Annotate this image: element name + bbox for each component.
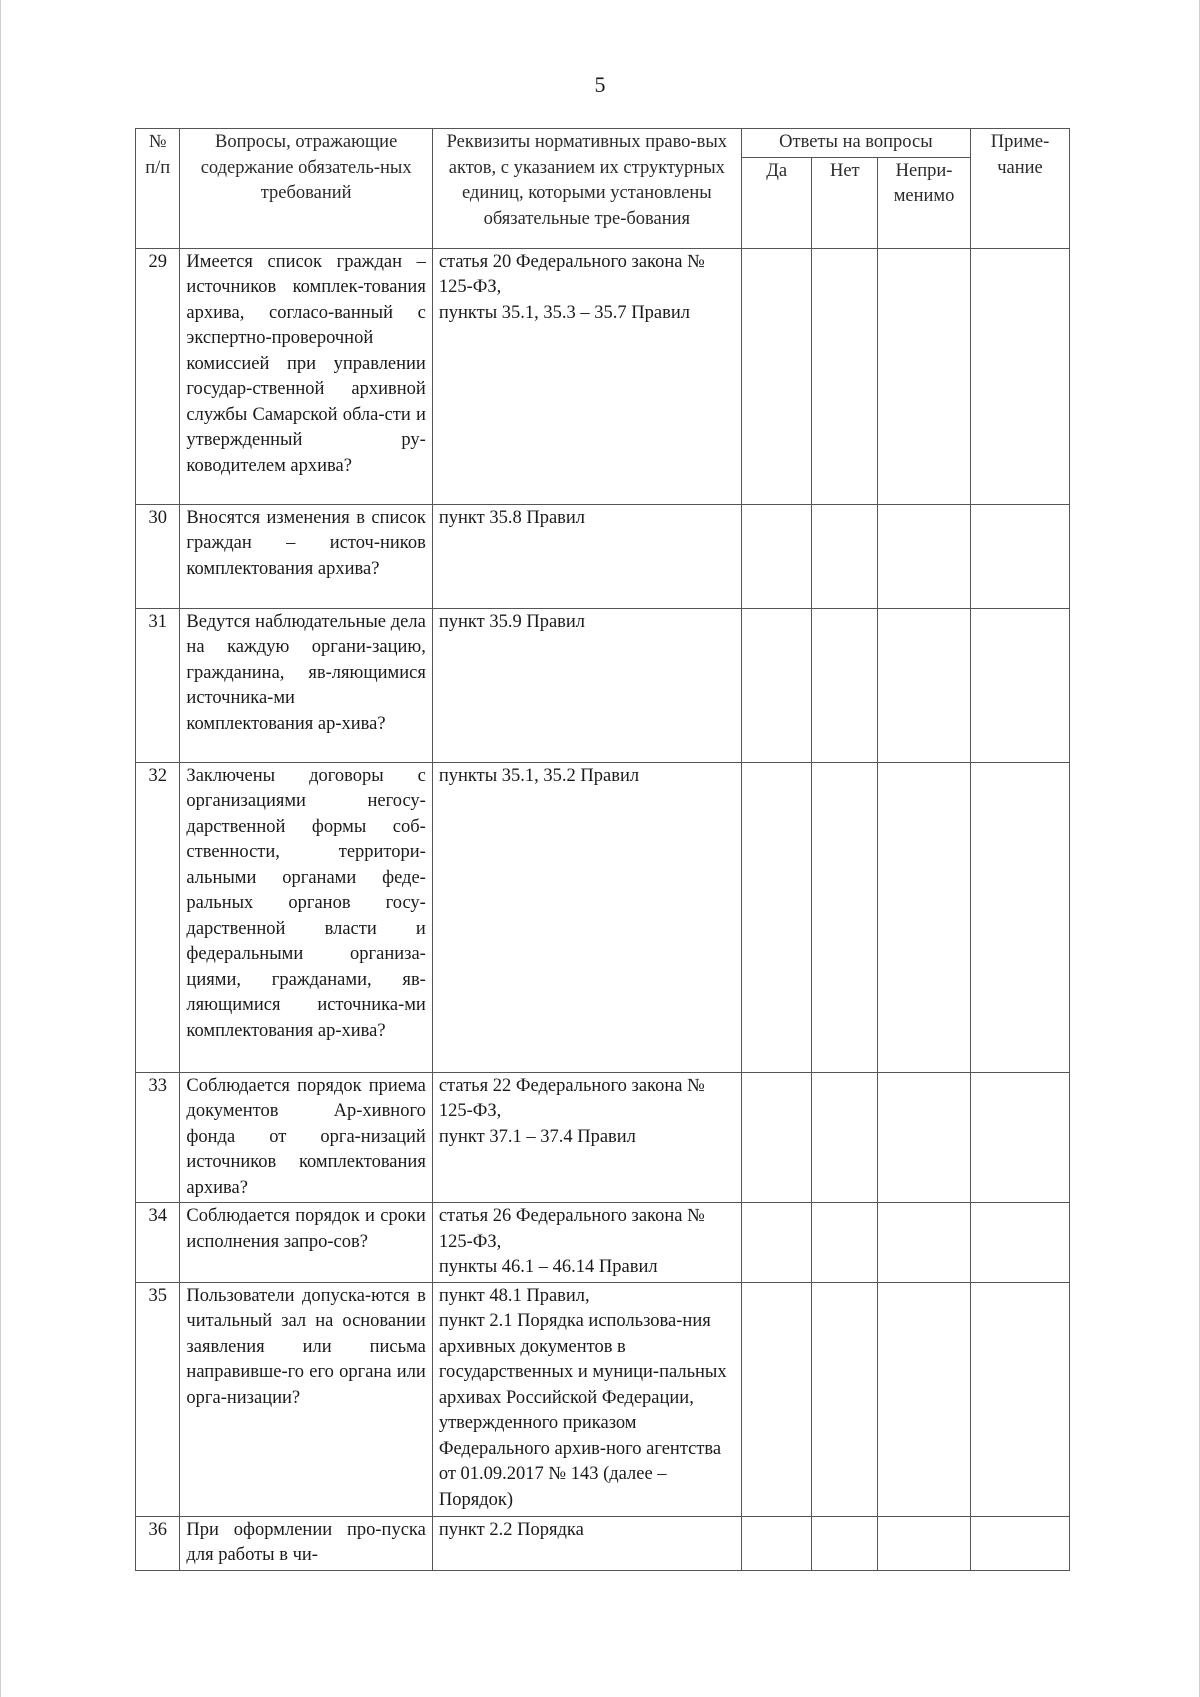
answer-na-cell[interactable] (878, 1072, 971, 1203)
table-row (136, 762, 1070, 1072)
answer-yes-cell[interactable] (741, 608, 812, 762)
table-row (136, 608, 1070, 762)
note-cell[interactable] (971, 762, 1070, 1072)
reference-line: пункт 37.1 – 37.4 Правил (438, 1126, 636, 1147)
legal-references (432, 1516, 741, 1570)
answer-no-cell[interactable] (812, 1282, 878, 1516)
header-num: № п/п (136, 129, 180, 249)
answer-yes-cell[interactable] (741, 504, 812, 608)
answer-yes-cell[interactable] (741, 1516, 812, 1570)
row-number: 36 (136, 1516, 180, 1570)
legal-references (432, 1203, 741, 1283)
note-cell[interactable] (971, 1516, 1070, 1570)
question-text: Соблюдается порядок и сроки исполнения запро-сов? (180, 1203, 432, 1283)
header-note: Приме-чание (971, 129, 1070, 249)
answer-na-cell[interactable] (878, 1203, 971, 1283)
question-text: Ведутся наблюдательные дела на каждую органи-зацию, гражданина, яв-ляющимися источника-ми комплектования ар-хива? (180, 608, 432, 762)
answer-no-cell[interactable] (812, 1072, 878, 1203)
answer-yes-cell[interactable] (741, 762, 812, 1072)
page-left-edge (0, 0, 1, 1697)
answer-yes-cell[interactable] (741, 1282, 812, 1516)
note-cell[interactable] (971, 1072, 1070, 1203)
answer-no-cell[interactable] (812, 1203, 878, 1283)
reference-line: пункт 48.1 Правил, (438, 1285, 590, 1306)
reference-line: пункты 35.1, 35.3 – 35.7 Правил (438, 302, 690, 323)
table-row (136, 504, 1070, 608)
requirements-table (135, 128, 1070, 1571)
question-text: При оформлении про-пуска для работы в чи- (180, 1516, 432, 1570)
table-row (136, 1282, 1070, 1516)
answer-yes-cell[interactable] (741, 1203, 812, 1283)
reference-line: статья 26 Федерального закона № 125-ФЗ, (438, 1206, 705, 1252)
row-number: 34 (136, 1203, 180, 1283)
answer-na-cell[interactable] (878, 248, 971, 504)
reference-line: пункт 2.1 Порядка использова-ния архивных документов в государственных и муници-пальных архивах Российской Федерации, утвержденного приказом Федерального архив-ного агентства от 01.09.2017 № 143 (далее – Порядок) (438, 1311, 727, 1510)
table-row (136, 248, 1070, 504)
answer-no-cell[interactable] (812, 1516, 878, 1570)
legal-references (432, 608, 741, 762)
row-number: 29 (136, 248, 180, 504)
row-number: 35 (136, 1282, 180, 1516)
note-cell[interactable] (971, 1282, 1070, 1516)
reference-line: пункты 35.1, 35.2 Правил (438, 765, 640, 786)
table-row (136, 1203, 1070, 1283)
note-cell[interactable] (971, 1203, 1070, 1283)
answer-no-cell[interactable] (812, 762, 878, 1072)
header-na: Непри-менимо (878, 157, 971, 248)
header-answers: Ответы на вопросы (741, 129, 970, 158)
header-question: Вопросы, отражающие содержание обязатель-ных требований (180, 129, 432, 249)
row-number: 33 (136, 1072, 180, 1203)
question-text: Соблюдается порядок приема документов Ар-хивного фонда от орга-низаций источников комплектования архива? (180, 1072, 432, 1203)
reference-line: пункт 2.2 Порядка (438, 1519, 584, 1540)
answer-na-cell[interactable] (878, 504, 971, 608)
note-cell[interactable] (971, 504, 1070, 608)
answer-no-cell[interactable] (812, 608, 878, 762)
reference-line: статья 20 Федерального закона № 125-ФЗ, (438, 251, 705, 297)
row-number: 32 (136, 762, 180, 1072)
legal-references (432, 762, 741, 1072)
row-number: 31 (136, 608, 180, 762)
question-text: Пользователи допуска-ются в читальный зал на основании заявления или письма направивше-го его органа или орга-низации? (180, 1282, 432, 1516)
answer-na-cell[interactable] (878, 1282, 971, 1516)
table-row (136, 1516, 1070, 1570)
answer-na-cell[interactable] (878, 608, 971, 762)
reference-line: пункт 35.9 Правил (438, 611, 586, 632)
legal-references (432, 248, 741, 504)
answer-no-cell[interactable] (812, 504, 878, 608)
legal-references (432, 1282, 741, 1516)
table-row (136, 1072, 1070, 1203)
note-cell[interactable] (971, 248, 1070, 504)
reference-line: пункт 35.8 Правил (438, 507, 586, 528)
header-refs: Реквизиты нормативных право-вых актов, с указанием их структурных единиц, которыми установлены обязательные тре-бования (432, 129, 741, 249)
answer-yes-cell[interactable] (741, 248, 812, 504)
question-text: Имеется список граждан – источников комплек-тования архива, согласо-ванный с экспертно-проверочной комиссией при управлении государ-ственной архивной службы Самарской обла-сти и утвержденный ру-ководителем архива? (180, 248, 432, 504)
note-cell[interactable] (971, 608, 1070, 762)
page-number: 5 (594, 72, 606, 97)
legal-references (432, 1072, 741, 1203)
legal-references (432, 504, 741, 608)
answer-na-cell[interactable] (878, 1516, 971, 1570)
answer-yes-cell[interactable] (741, 1072, 812, 1203)
answer-no-cell[interactable] (812, 248, 878, 504)
reference-line: пункты 46.1 – 46.14 Правил (438, 1257, 658, 1277)
answer-na-cell[interactable] (878, 762, 971, 1072)
question-text: Вносятся изменения в список граждан – источ-ников комплектования архива? (180, 504, 432, 608)
header-yes: Да (741, 157, 812, 248)
row-number: 30 (136, 504, 180, 608)
question-text: Заключены договоры с организациями негосу-дарственной формы соб-ственности, территори-альными органами феде-ральных органов госу-дарственной власти и федеральными организа-циями, гражданами, яв-ляющимися источника-ми комплектования ар-хива? (180, 762, 432, 1072)
header-no: Нет (812, 157, 878, 248)
reference-line: статья 22 Федерального закона № 125-ФЗ, (438, 1075, 705, 1121)
